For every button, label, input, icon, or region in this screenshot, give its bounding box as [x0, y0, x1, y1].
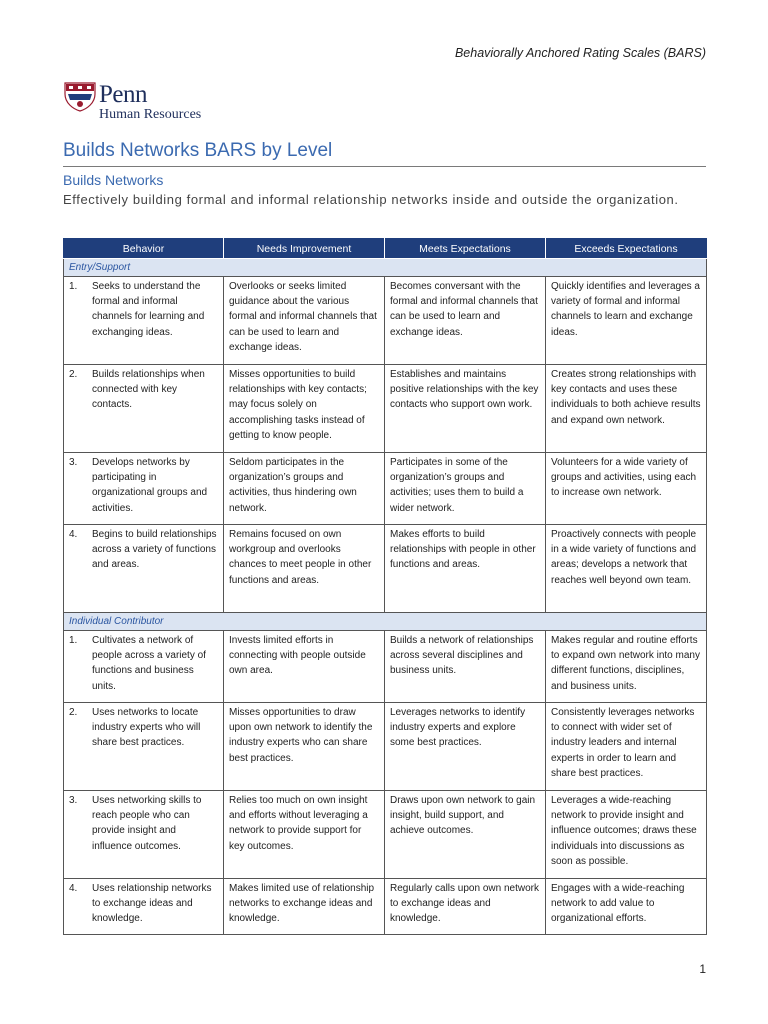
meets-expectations-cell: Regularly calls upon own network to exchange ideas and knowledge. — [385, 879, 546, 935]
meets-expectations-cell: Builds a network of relationships across several disciplines and business units. — [385, 631, 546, 703]
table-header-row — [64, 239, 707, 259]
penn-hr-logo — [63, 82, 201, 122]
table-row — [64, 365, 707, 453]
row-number: 3. — [69, 457, 78, 468]
behavior-cell — [64, 703, 224, 791]
table-row — [64, 525, 707, 613]
row-number: 4. — [69, 529, 78, 540]
table-row — [64, 879, 707, 935]
needs-improvement-cell: Remains focused on own workgroup and overlooks chances to meet people in other functions and areas. — [224, 525, 385, 613]
level-row — [64, 259, 707, 277]
meets-expectations-cell: Becomes conversant with the formal and informal channels that can be used to learn and exchange ideas. — [385, 277, 546, 365]
level-row — [64, 613, 707, 631]
behavior-cell — [64, 453, 224, 525]
exceeds-expectations-cell: Engages with a wide-reaching network to add value to organizational efforts. — [546, 879, 707, 935]
needs-improvement-cell: Seldom participates in the organization’s groups and activities, thus hindering own network. — [224, 453, 385, 525]
exceeds-expectations-cell: Makes regular and routine efforts to expand own network into many different functions, disciplines, and business units. — [546, 631, 707, 703]
needs-improvement-cell: Misses opportunities to build relationships with key contacts; may focus solely on accomplishing tasks instead of getting to know people. — [224, 365, 385, 453]
row-number: 3. — [69, 795, 78, 806]
table-row — [64, 791, 707, 879]
row-number: 2. — [69, 707, 78, 718]
behavior-cell — [64, 277, 224, 365]
bars-table — [63, 238, 707, 935]
table-row — [64, 631, 707, 703]
table-row — [64, 703, 707, 791]
behavior-text: Builds relationships when connected with key contacts. — [92, 369, 205, 411]
behavior-text: Uses networking skills to reach people who can provide insight and influence outcomes. — [92, 795, 202, 852]
needs-improvement-cell: Invests limited efforts in connecting with people outside own area. — [224, 631, 385, 703]
needs-improvement-cell: Makes limited use of relationship networks to exchange ideas and knowledge. — [224, 879, 385, 935]
column-header: Behavior — [64, 239, 224, 259]
level-label: Individual Contributor — [64, 613, 707, 631]
column-header: Needs Improvement — [224, 239, 385, 259]
row-number: 1. — [69, 635, 78, 646]
behavior-text: Uses relationship networks to exchange ideas and knowledge. — [92, 883, 212, 925]
row-number: 1. — [69, 281, 78, 292]
logo-name: Penn — [99, 81, 147, 108]
exceeds-expectations-cell: Proactively connects with people in a wide variety of functions and areas; develops a network that reaches well beyond own team. — [546, 525, 707, 613]
behavior-text: Develops networks by participating in organizational groups and activities. — [92, 457, 208, 514]
column-header: Meets Expectations — [385, 239, 546, 259]
row-number: 2. — [69, 369, 78, 380]
needs-improvement-cell: Overlooks or seeks limited guidance about the various formal and informal channels that can be used to learn and exchange ideas. — [224, 277, 385, 365]
section-description: Effectively building formal and informal relationship networks inside and outside the organization. — [63, 192, 679, 207]
table-row — [64, 277, 707, 365]
level-label: Entry/Support — [64, 259, 707, 277]
meets-expectations-cell: Establishes and maintains positive relationships with the key contacts who support own work. — [385, 365, 546, 453]
behavior-cell — [64, 879, 224, 935]
exceeds-expectations-cell: Consistently leverages networks to connect with wider set of industry leaders and internal experts in order to learn and share best practices. — [546, 703, 707, 791]
behavior-text: Seeks to understand the formal and informal channels for learning and exchanging ideas. — [92, 281, 205, 338]
behavior-text: Cultivates a network of people across a variety of functions and business units. — [92, 635, 206, 692]
document-header-note: Behaviorally Anchored Rating Scales (BARS) — [454, 46, 706, 60]
behavior-text: Uses networks to locate industry experts who will share best practices. — [92, 707, 201, 749]
title-divider — [63, 166, 706, 167]
behavior-cell — [64, 525, 224, 613]
behavior-cell — [64, 365, 224, 453]
behavior-cell — [64, 631, 224, 703]
page-title: Builds Networks BARS by Level — [63, 140, 333, 161]
meets-expectations-cell: Participates in some of the organization’s groups and activities; uses them to build a wider network. — [385, 453, 546, 525]
row-number: 4. — [69, 883, 78, 894]
behavior-text: Begins to build relationships across a variety of functions and areas. — [92, 529, 217, 571]
exceeds-expectations-cell: Creates strong relationships with key contacts and uses these individuals to both achieve results and expand own network. — [546, 365, 707, 453]
exceeds-expectations-cell: Leverages a wide-reaching network to provide insight and influence outcomes; draws these individuals into discussions as soon as possible. — [546, 791, 707, 879]
meets-expectations-cell: Draws upon own network to gain insight, build support, and achieve outcomes. — [385, 791, 546, 879]
penn-shield-icon — [63, 82, 97, 112]
behavior-cell — [64, 791, 224, 879]
meets-expectations-cell: Makes efforts to build relationships with people in other functions and areas. — [385, 525, 546, 613]
table-row — [64, 453, 707, 525]
page-number: 1 — [699, 962, 706, 976]
exceeds-expectations-cell: Quickly identifies and leverages a variety of formal and informal channels to learn and exchange ideas. — [546, 277, 707, 365]
meets-expectations-cell: Leverages networks to identify industry experts and explore some best practices. — [385, 703, 546, 791]
exceeds-expectations-cell: Volunteers for a wide variety of groups and activities, using each to increase own network. — [546, 453, 707, 525]
needs-improvement-cell: Relies too much on own insight and efforts without leveraging a network to provide support for key outcomes. — [224, 791, 385, 879]
column-header: Exceeds Expectations — [546, 239, 707, 259]
needs-improvement-cell: Misses opportunities to draw upon own network to identify the industry experts who can share best practices. — [224, 703, 385, 791]
logo-subtitle: Human Resources — [99, 107, 202, 122]
section-heading: Builds Networks — [63, 172, 164, 188]
